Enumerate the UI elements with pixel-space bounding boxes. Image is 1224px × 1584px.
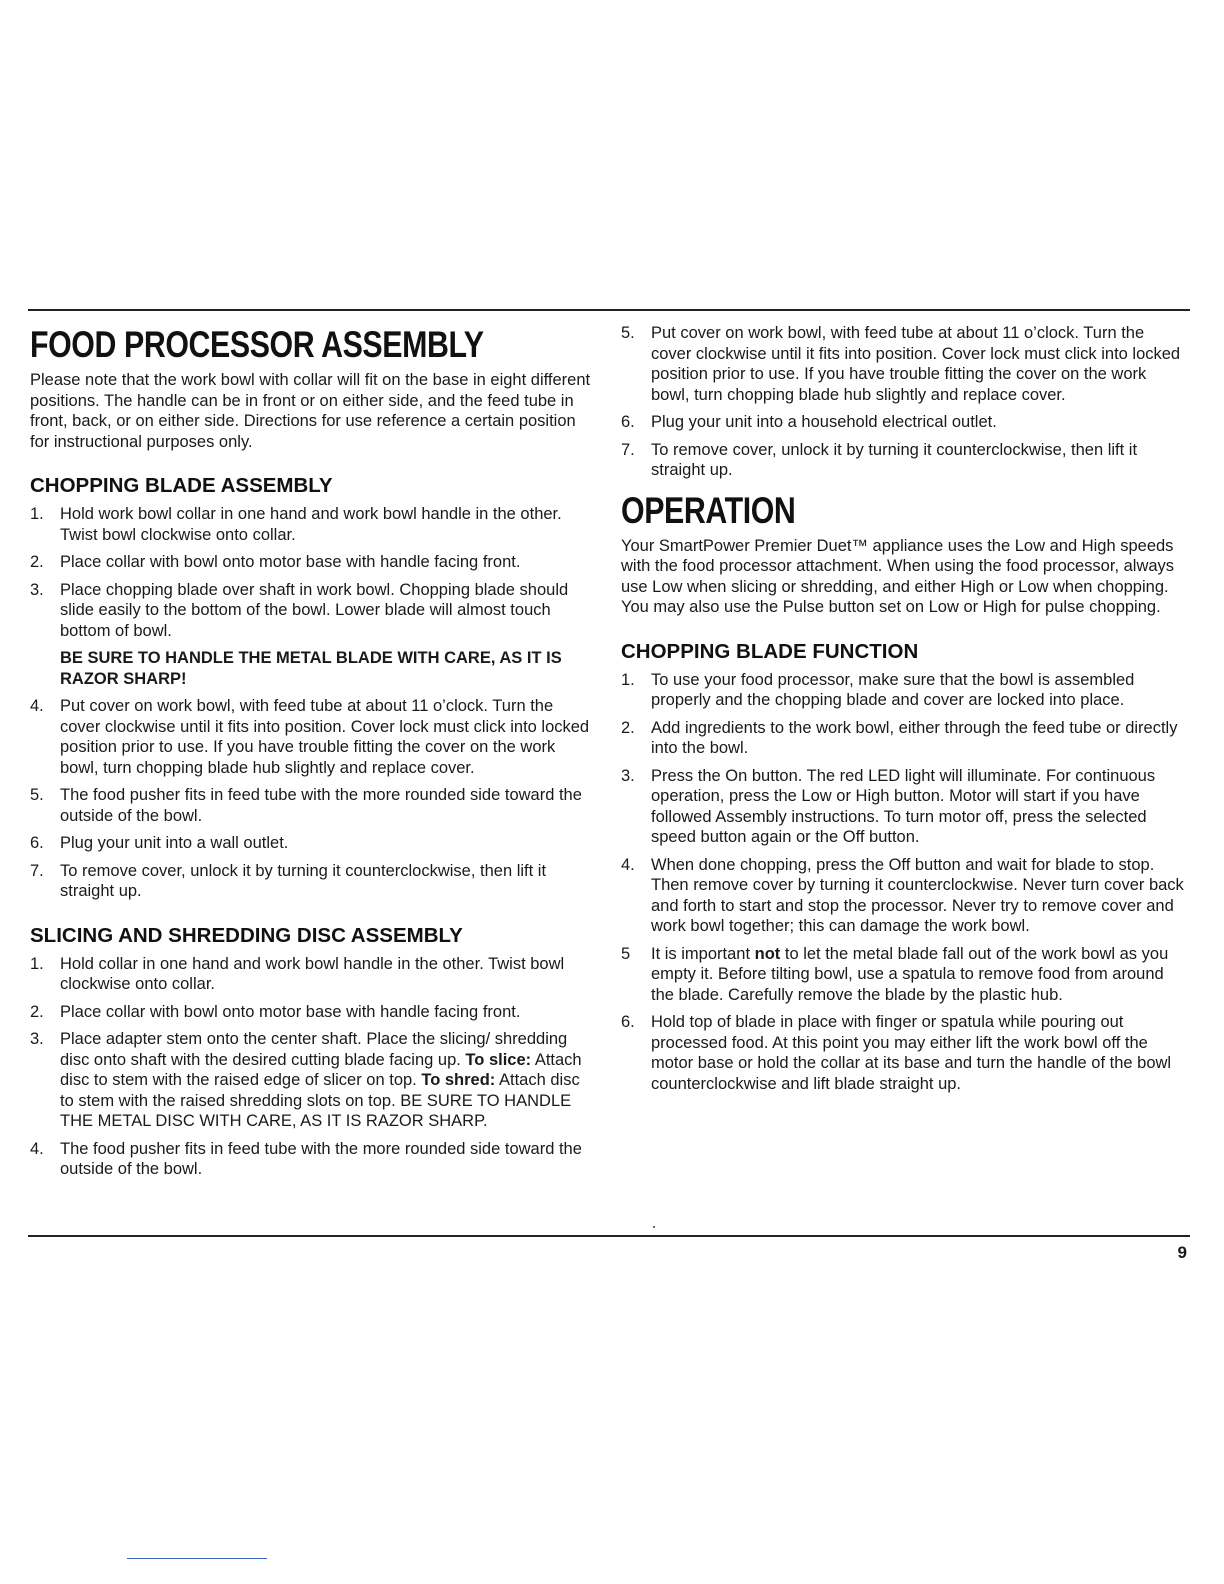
stray-dot: [653, 1226, 655, 1228]
list-item: 1. Hold collar in one hand and work bowl handle in the other. Twist bowl clockwise onto collar.: [30, 954, 565, 993]
list-item: 7. To remove cover, unlock it by turning it counterclockwise, then lift it straight up.: [30, 861, 547, 900]
assembly-title: FOOD PROCESSOR ASSEMBLY: [30, 324, 484, 365]
page-number: 9: [1177, 1243, 1187, 1262]
list-item: 5 It is important not to let the metal blade fall out of the work bowl as you empty it. Before tilting bowl, use a spatula to remove food from around the blade. Carefully remove the blade by the plastic hub.: [621, 944, 1169, 1004]
slicing-steps-list: [30, 954, 598, 1180]
function-steps-list: [621, 670, 1189, 1095]
list-item: 5. The food pusher fits in feed tube with the more rounded side toward the outside of the bowl.: [30, 786, 582, 825]
list-item: 3. Press the On button. The red LED light will illuminate. For continuous operation, press the Low or High button. Motor will start if you have followed Assembly instructions. To turn motor off, press the selected speed button again or the Off button.: [621, 766, 1156, 846]
operation-intro: Your SmartPower Premier Duet™ appliance uses the Low and High speeds with the food processor attachment. When using the food processor, always use Low when slicing or shredding, and either High or Low when chopping. You may also use the Pulse button set on Low or High for pulse chopping.: [621, 536, 1175, 616]
list-item: 4. When done chopping, press the Off button and wait for blade to stop. Then remove cover by turning it counterclockwise. Never turn cover back and forth to start and stop the processor. Never try to remove cover and work bowl together; this can damage the work bowl.: [621, 855, 1184, 935]
list-item: 6. Plug your unit into a wall outlet.: [30, 834, 289, 852]
list-item: 4. The food pusher fits in feed tube with the more rounded side toward the outside of the bowl.: [30, 1139, 582, 1178]
assembly-intro: Please note that the work bowl with collar will fit on the base in eight different positions. The handle can be in front or on either side, and the feed tube in front, back, or on either side. Directions for use reference a certain position for instructional purposes only.: [30, 371, 591, 451]
list-item: 1. Hold work bowl collar in one hand and work bowl handle in the other. Twist bowl clockwise onto collar.: [30, 505, 562, 544]
list-item: 2. Place collar with bowl onto motor base with handle facing front.: [30, 1002, 521, 1021]
top-rule: [28, 309, 1190, 311]
slicing-shredding-heading: SLICING AND SHREDDING DISC ASSEMBLY: [30, 923, 463, 947]
list-item: 1. To use your food processor, make sure that the bowl is assembled properly and the chopping blade and cover are locked into place.: [621, 670, 1135, 709]
chopping-steps-list: [30, 504, 598, 641]
operation-title: OPERATION: [621, 489, 796, 531]
blade-warning: BE SURE TO HANDLE THE METAL BLADE WITH CARE, AS IT IS RAZOR SHARP!: [60, 649, 562, 688]
chopping-blade-function-heading: CHOPPING BLADE FUNCTION: [621, 639, 919, 663]
list-item: 6. Plug your unit into a household electrical outlet.: [621, 413, 997, 431]
continued-steps-list: [621, 323, 1189, 481]
list-item: 5. Put cover on work bowl, with feed tube at about 11 o’clock. Turn the cover clockwise until it fits into position. Cover lock must click into locked position prior to use. If you have trouble fitting the cover on the work bowl, turn chopping blade hub slightly and replace cover.: [621, 324, 1181, 404]
chopping-steps-list-continued: [30, 696, 598, 902]
chopping-blade-assembly-heading: CHOPPING BLADE ASSEMBLY: [30, 474, 333, 497]
left-column: [30, 318, 598, 1187]
list-item: 2. Add ingredients to the work bowl, either through the feed tube or directly into the bowl.: [621, 718, 1178, 757]
list-item: 6. Hold top of blade in place with finger or spatula while pouring out processed food. At this point you may either lift the work bowl off the motor base or hold the collar at its base and turn the handle of the bowl counterclockwise and lift blade straight up.: [621, 1013, 1172, 1093]
list-item: 7. To remove cover, unlock it by turning it counterclockwise, then lift it straight up.: [621, 440, 1138, 479]
list-item: 3. Place adapter stem onto the center shaft. Place the slicing/ shredding disc onto shaft with the desired cutting blade facing up. To slice: Attach disc to stem with the raised edge of slicer on top. To shred: Attach disc to stem with the raised shredding slots on top. BE SURE TO HANDLE THE METAL DISC WITH CARE, AS IT IS RAZOR SHARP.: [30, 1030, 582, 1130]
list-item: 2. Place collar with bowl onto motor base with handle facing front.: [30, 553, 521, 571]
right-column: [621, 318, 1189, 1101]
underline-artifact: [127, 1558, 267, 1559]
list-item: 4. Put cover on work bowl, with feed tube at about 11 o’clock. Turn the cover clockwise until it fits into position. Cover lock must click into locked position prior to use. If you have trouble fitting the cover on the work bowl, turn chopping blade hub slightly and replace cover.: [30, 697, 590, 777]
list-item: 3. Place chopping blade over shaft in work bowl. Chopping blade should slide easily to the bottom of the bowl. Lower blade will almost touch bottom of bowl.: [30, 580, 569, 640]
bottom-rule: [28, 1235, 1190, 1237]
